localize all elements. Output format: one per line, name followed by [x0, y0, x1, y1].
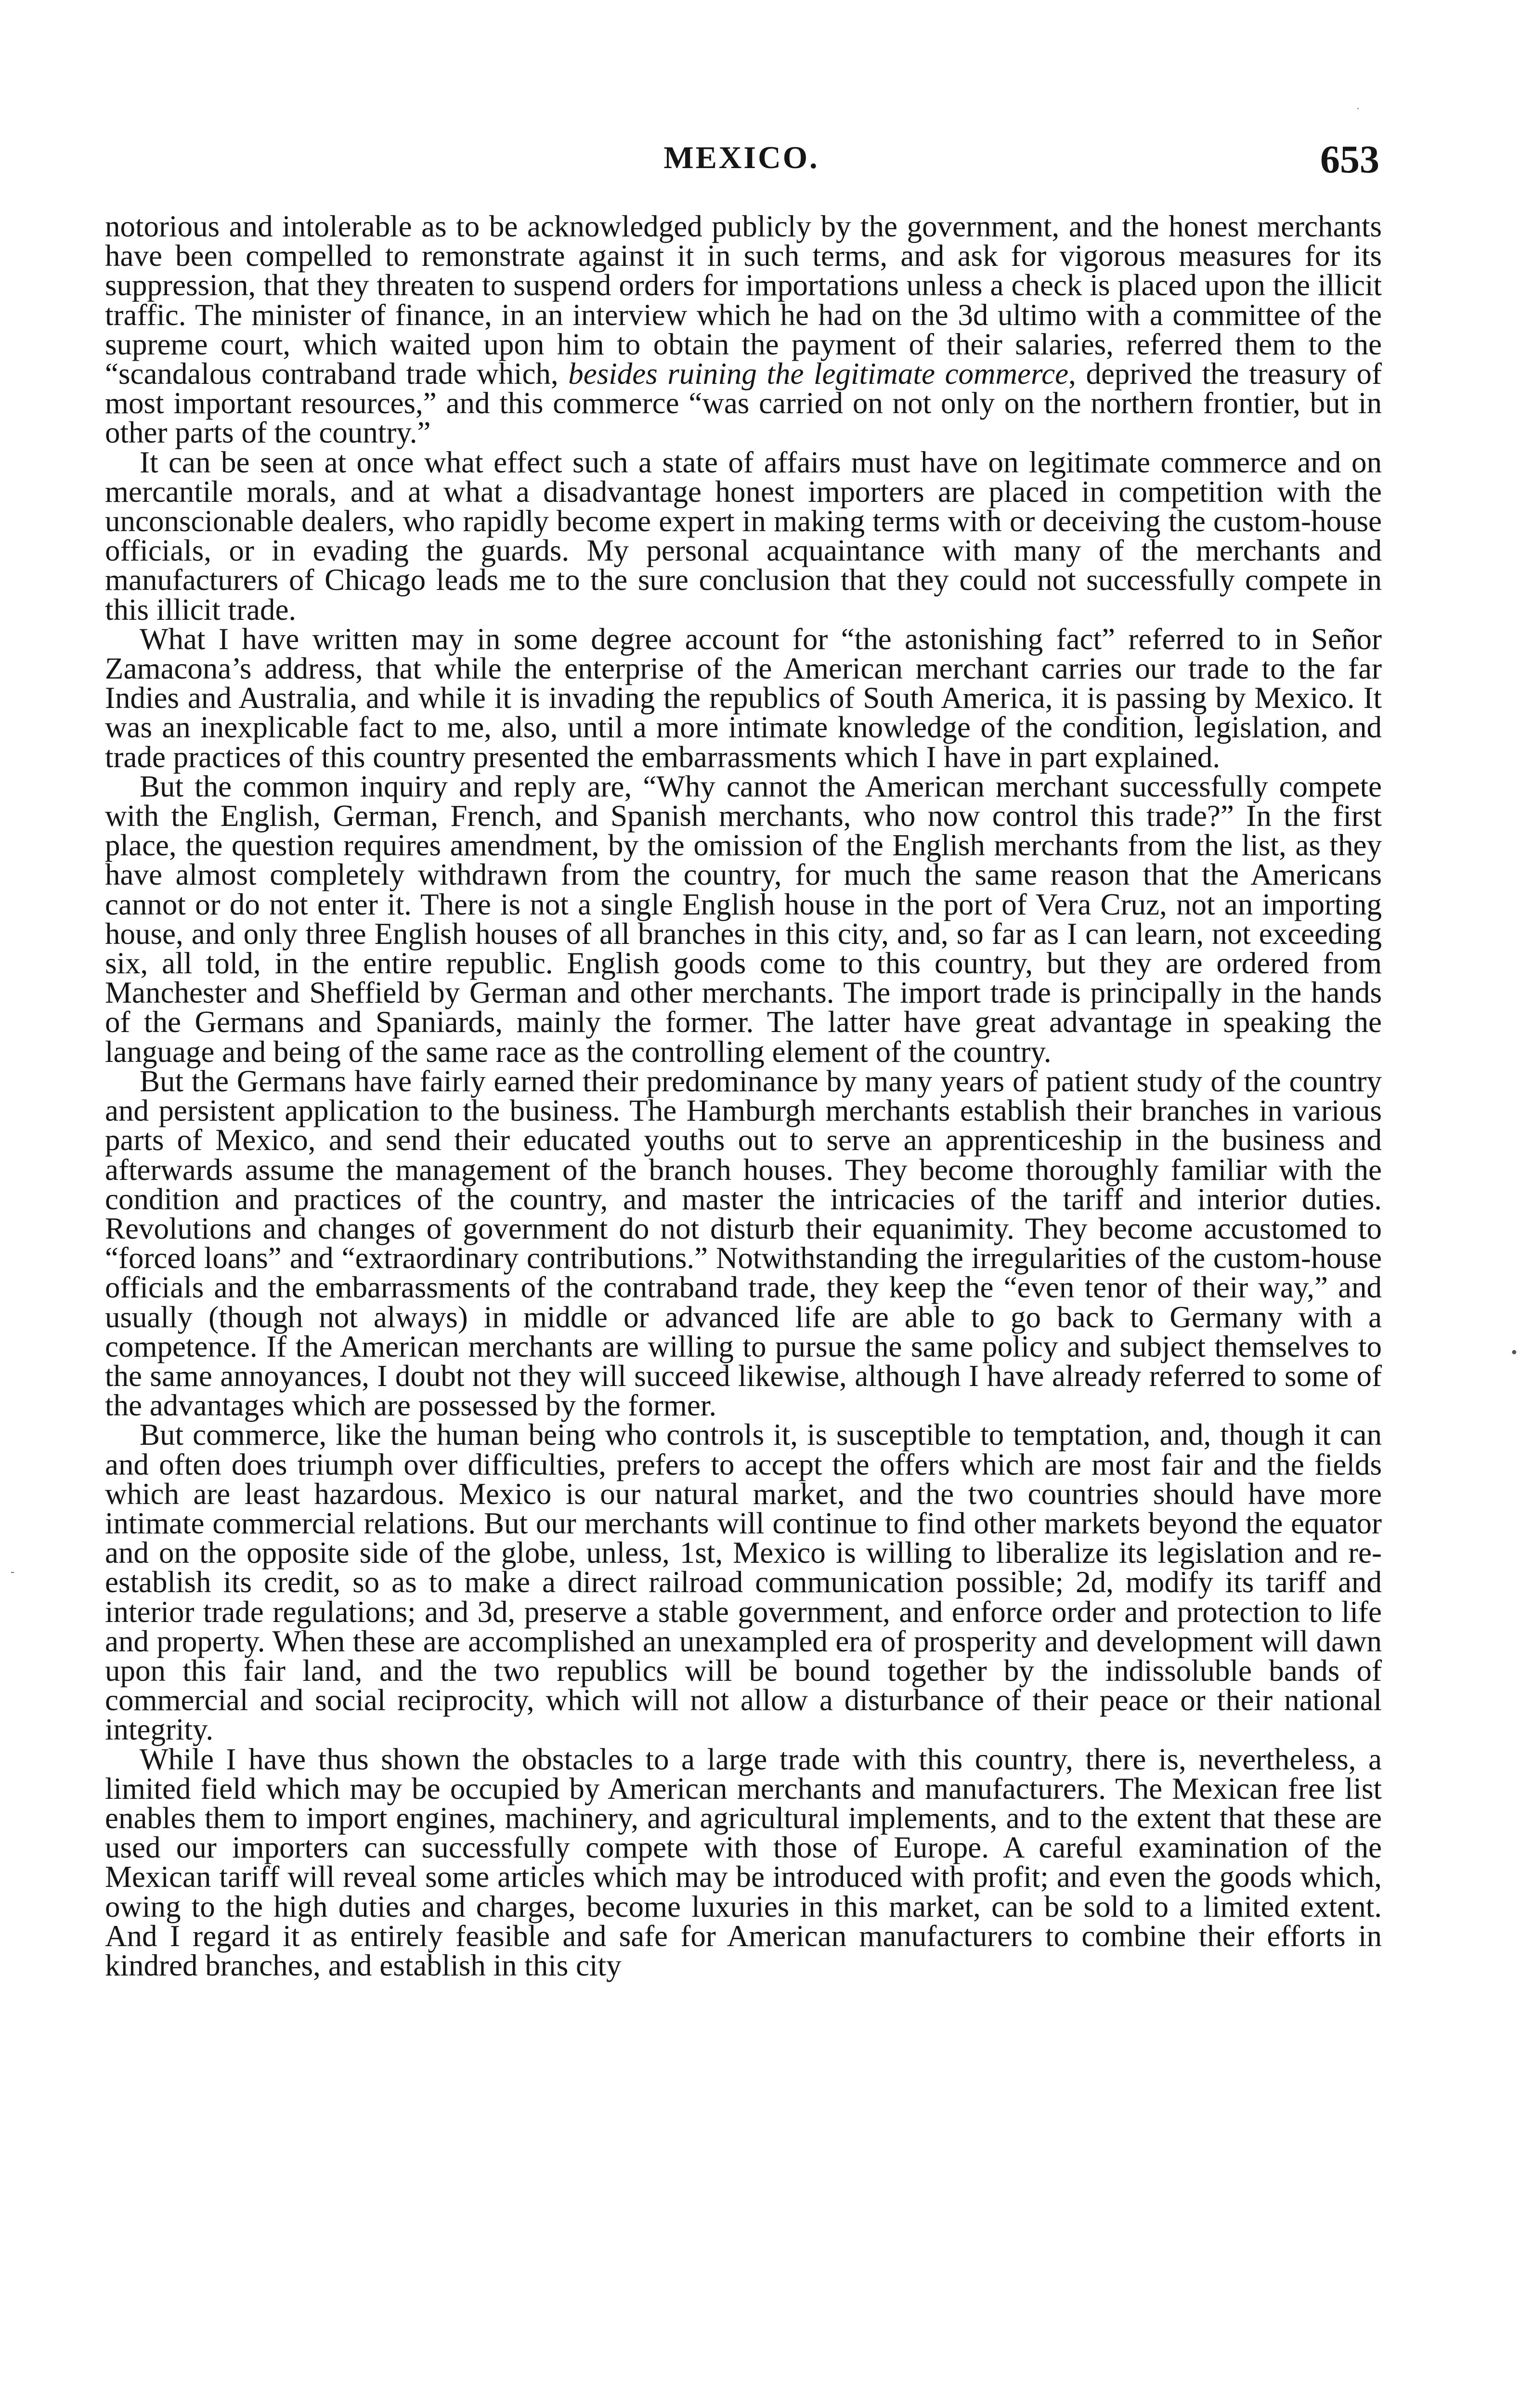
paragraph-text: notorious and intolerable as to be acknowledged publicly by the government, and the honest merchants have been compelled to remonstrate against it in such terms, and ask for vigorous measures for its suppression, that they threaten to suspend orders for importations unless a check is placed upon the illicit traffic. The minister of finance, in an interview which he had on the 3d ultimo with a committee of the supreme court, which waited upon him to obtain the payment of their salaries, referred them to the “scandalous contraband trade which, — [105, 209, 1382, 391]
paragraph: While I have thus shown the obstacles to a large trade with this country, there is, nevertheless, a limited field which may be occupied by American merchants and manufacturers. The Mexican free list enables them to import engines, machinery, and agricultural implements, and to the extent that these are used our importers can successfully compete with those of Europe. A careful examination of the Mexican tariff will reveal some articles which may be introduced with profit; and even the goods which, owing to the high duties and charges, become luxuries in this market, can be sold to a limited extent. And I regard it as entirely feasible and safe for American manufacturers to combine their efforts in kindred branches, and establish in this city — [105, 1742, 1382, 1982]
paragraph: But the common inquiry and reply are, “Why cannot the American merchant successfully compete with the English, German, French, and Spanish merchants, who now control this trade?” In the first place, the question requires amendment, by the omission of the English merchants from the list, as they have almost completely withdrawn from the country, for much the same reason that the Americans cannot or do not enter it. There is not a single English house in the port of Vera Cruz, not an importing house, and only three English houses of all branches in this city, and, so far as I can learn, not exceeding six, all told, in the entire republic. English goods come to this country, but they are ordered from Manchester and Sheffield by German and other merchants. The import trade is principally in the hands of the Germans and Spaniards, mainly the former. The latter have great advantage in speaking the language and being of the same race as the controlling element of the country. — [105, 769, 1382, 1069]
paragraph: What I have written may in some degree account for “the astonishing fact” referred to in Señor Zamacona’s address, that while the enterprise of the American merchant carries our trade to the far Indies and Australia, and while it is invading the republics of South America, it is passing by Mexico. It was an inexplicable fact to me, also, until a more intimate knowledge of the condition, legislation, and trade practices of this country presented the embarrassments which I have in part explained. — [105, 622, 1382, 774]
paragraph-text: , deprived the treasury of most important resources,” and this commerce “was carried on not only on the northern frontier, but in other parts of the country.” — [105, 357, 1382, 450]
page-number: 653 — [1320, 137, 1379, 181]
body-text — [105, 209, 1382, 1982]
running-title: MEXICO. — [663, 140, 819, 175]
paragraph: But the Germans have fairly earned their predominance by many years of patient study of the country and persistent application to the business. The Hamburgh merchants establish their branches in various parts of Mexico, and send their educated youths out to serve an apprenticeship in the business and afterwards assume the management of the branch houses. They become thoroughly familiar with the condition and practices of the country, and master the intricacies of the tariff and interior duties. Revolutions and changes of government do not disturb their equanimity. They become accustomed to “forced loans” and “extraordinary contributions.” Notwithstanding the irregularities of the custom-house officials and the embarrassments of the contraband trade, they keep the “even tenor of their way,” and usually (though not always) in middle or advanced life are able to go back to Germany with a competence. If the American merchants are willing to pursue the same policy and subject themselves to the same annoyances, I doubt not they will succeed likewise, although I have already referred to some of the advantages which are possessed by the former. — [105, 1064, 1382, 1423]
paragraph: But commerce, like the human being who controls it, is susceptible to temptation, and, though it can and often does triumph over difficulties, prefers to accept the offers which are most fair and the fields which are least hazardous. Mexico is our natural market, and the two countries should have more intimate commercial relations. But our merchants will continue to find other markets beyond the equator and on the opposite side of the globe, unless, 1st, Mexico is willing to liberalize its legislation and re-establish its credit, so as to make a direct railroad communication possible; 2d, modify its tariff and interior trade regulations; and 3d, preserve a stable government, and enforce order and protection to life and property. When these are accomplished an unexampled era of prosperity and development will dawn upon this fair land, and the two republics will be bound together by the indissoluble bands of commercial and social reciprocity, which will not allow a disturbance of their peace or their national integrity. — [105, 1418, 1382, 1747]
margin-speck-top: ˙ — [1355, 107, 1361, 119]
italic-phrase: besides ruining the legitimate commerce — [568, 357, 1069, 391]
margin-speck-right: • — [1510, 1345, 1519, 1361]
paragraph-continued — [105, 209, 1382, 450]
margin-speck-left: ‐ — [11, 1566, 14, 1578]
running-header — [104, 137, 1379, 193]
paragraph: It can be seen at once what effect such a state of affairs must have on legitimate commerce and on mercantile morals, and at what a disadvantage honest importers are placed in competition with the unconscionable dealers, who rapidly become expert in making terms with or deceiving the custom-house officials, or in evading the guards. My personal acquaintance with many of the merchants and manufacturers of Chicago leads me to the sure conclusion that they could not successfully compete in this illicit trade. — [105, 445, 1382, 627]
